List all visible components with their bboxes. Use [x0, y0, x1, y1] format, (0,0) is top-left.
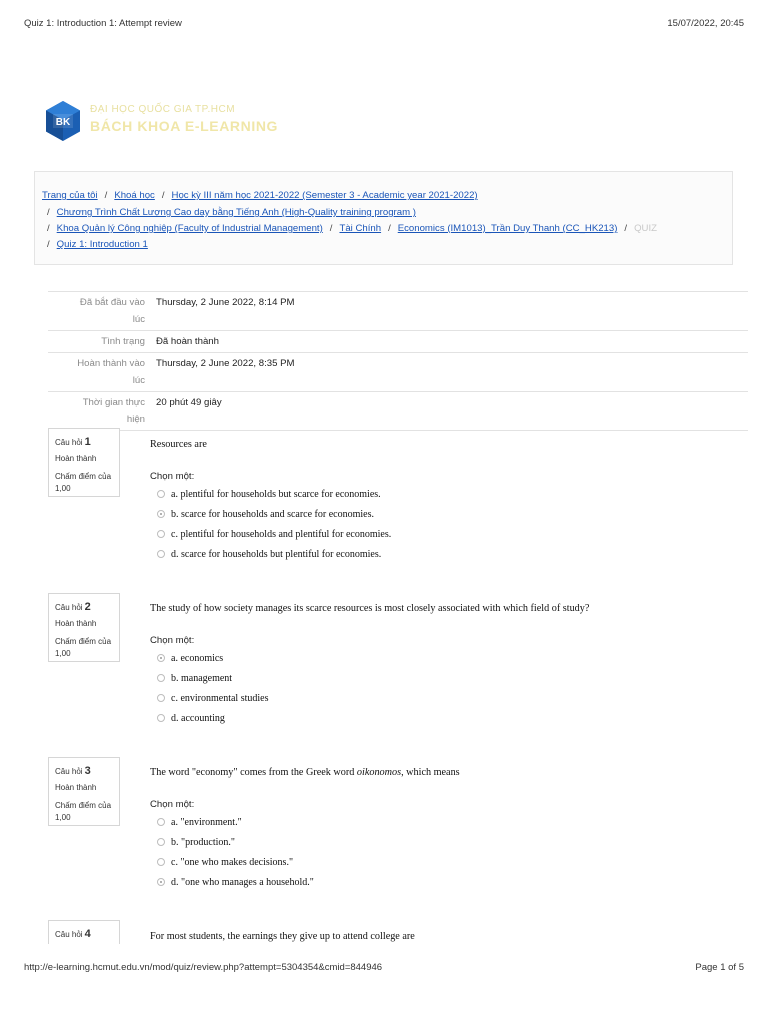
breadcrumb-courses[interactable]: Khoá học — [114, 190, 155, 201]
answer-option[interactable]: d. scarce for households but plentiful for economies. — [157, 549, 381, 563]
answer-option[interactable]: d. accounting — [157, 713, 225, 727]
question-state: Hoàn thành — [55, 619, 97, 628]
summary-label: Thời gian thực hiện — [82, 397, 145, 425]
summary-value: 20 phút 49 giây — [156, 397, 222, 408]
radio-button-selected[interactable] — [157, 878, 165, 886]
breadcrumb-quiz[interactable]: Quiz 1: Introduction 1 — [56, 239, 148, 250]
answer-option[interactable]: c. plentiful for households and plentiful for economies. — [157, 529, 391, 543]
question-info-3 — [48, 757, 120, 826]
question-text-4: For most students, the earnings they give up to attend college are — [150, 931, 415, 942]
question-grade: Chấm điểm của 1,00 — [55, 637, 112, 658]
bk-logo-icon — [44, 100, 82, 142]
summary-row-time-taken — [48, 391, 748, 431]
breadcrumb-semester[interactable]: Học kỳ III năm học 2021-2022 (Semester 3 - Academic year 2021-2022) — [171, 190, 478, 201]
question-info-2 — [48, 593, 120, 662]
answer-option[interactable]: a. plentiful for households but scarce for economies. — [157, 489, 381, 503]
question-text-1: Resources are — [150, 439, 207, 450]
breadcrumb-my-page[interactable]: Trang của tôi — [42, 190, 98, 201]
summary-value: Thursday, 2 June 2022, 8:35 PM — [156, 358, 295, 369]
logo-badge: BK — [55, 117, 71, 128]
summary-row-started — [48, 291, 748, 330]
radio-button[interactable] — [157, 674, 165, 682]
radio-button[interactable] — [157, 858, 165, 866]
print-datetime: 15/07/2022, 20:45 — [667, 18, 744, 29]
summary-row-completed — [48, 352, 748, 391]
answer-option[interactable]: b. "production." — [157, 837, 235, 851]
question-grade: Chấm điểm của 1,00 — [55, 472, 112, 493]
question-prompt-3: Chọn một: — [150, 799, 195, 810]
answer-option[interactable]: c. "one who makes decisions." — [157, 857, 293, 871]
answer-option[interactable]: d. "one who manages a household." — [157, 877, 314, 891]
page-url: http://e-learning.hcmut.edu.vn/mod/quiz/review.php?attempt=5304354&cmid=844946 — [24, 962, 383, 973]
print-page-title: Quiz 1: Introduction 1: Attempt review — [24, 18, 182, 29]
question-state: Hoàn thành — [55, 454, 97, 463]
answer-option[interactable]: b. scarce for households and scarce for economies. — [157, 509, 374, 523]
breadcrumb-faculty[interactable]: Khoa Quản lý Công nghiệp (Faculty of Industrial Management) — [56, 223, 323, 234]
question-info-4 — [48, 920, 120, 944]
logo-title: BÁCH KHOA E-LEARNING — [90, 118, 279, 134]
summary-label: Tình trạng — [101, 336, 145, 347]
radio-button-selected[interactable] — [157, 654, 165, 662]
question-text-2: The study of how society manages its scarce resources is most closely associated with which field of study? — [150, 603, 590, 614]
summary-label: Đã bắt đầu vào lúc — [79, 297, 145, 325]
question-number: Câu hỏi 3 — [55, 765, 91, 777]
radio-button[interactable] — [157, 530, 165, 538]
attempt-summary-table — [48, 291, 748, 431]
summary-value: Đã hoàn thành — [156, 336, 219, 347]
radio-button[interactable] — [157, 714, 165, 722]
breadcrumb-section: QUIZ — [634, 223, 658, 234]
summary-value: Thursday, 2 June 2022, 8:14 PM — [156, 297, 295, 308]
answer-option[interactable]: b. management — [157, 673, 232, 687]
radio-button[interactable] — [157, 838, 165, 846]
answer-option[interactable]: c. environmental studies — [157, 693, 268, 707]
site-logo[interactable] — [44, 100, 279, 142]
radio-button[interactable] — [157, 818, 165, 826]
question-info-1 — [48, 428, 120, 497]
radio-button[interactable] — [157, 490, 165, 498]
breadcrumb-program[interactable]: Chương Trình Chất Lượng Cao dạy bằng Tiếng Anh (High-Quality training program ) — [56, 207, 416, 218]
breadcrumb: Trang của tôi / Khoá học / Học kỳ III năm học 2021-2022 (Semester 3 - Academic year 2021-2022) / Chương Trình Chất Lượng Cao dạy bằng Tiếng Anh (High-Quality training program ) / Khoa Quản lý Công nghiệp (Faculty of Industrial Management) / Tài Chính / Economics (IM1013)_Trần Duy Thanh (CC_HK213) / QUIZ / Quiz 1: Introduction 1 — [34, 171, 733, 265]
radio-button[interactable] — [157, 550, 165, 558]
logo-subtitle: ĐẠI HỌC QUỐC GIA TP.HCM — [90, 104, 236, 115]
print-header — [24, 18, 744, 32]
radio-button[interactable] — [157, 694, 165, 702]
answer-option[interactable]: a. "environment." — [157, 817, 242, 831]
question-prompt-1: Chọn một: — [150, 471, 195, 482]
question-number: Câu hỏi 4 — [55, 928, 91, 940]
radio-button-selected[interactable] — [157, 510, 165, 518]
question-prompt-2: Chọn một: — [150, 635, 195, 646]
question-grade: Chấm điểm của 1,00 — [55, 801, 112, 822]
question-number: Câu hỏi 2 — [55, 601, 91, 613]
answer-option[interactable]: a. economics — [157, 653, 223, 667]
summary-row-state — [48, 330, 748, 352]
question-state: Hoàn thành — [55, 783, 97, 792]
question-text-3: The word "economy" comes from the Greek word oikonomos, which means — [150, 767, 460, 778]
breadcrumb-finance[interactable]: Tài Chính — [339, 223, 382, 234]
page-number: Page 1 of 5 — [695, 962, 744, 973]
summary-label: Hoàn thành vào lúc — [77, 358, 145, 386]
question-number: Câu hỏi 1 — [55, 436, 91, 448]
breadcrumb-course[interactable]: Economics (IM1013)_Trần Duy Thanh (CC_HK213) — [397, 223, 618, 234]
